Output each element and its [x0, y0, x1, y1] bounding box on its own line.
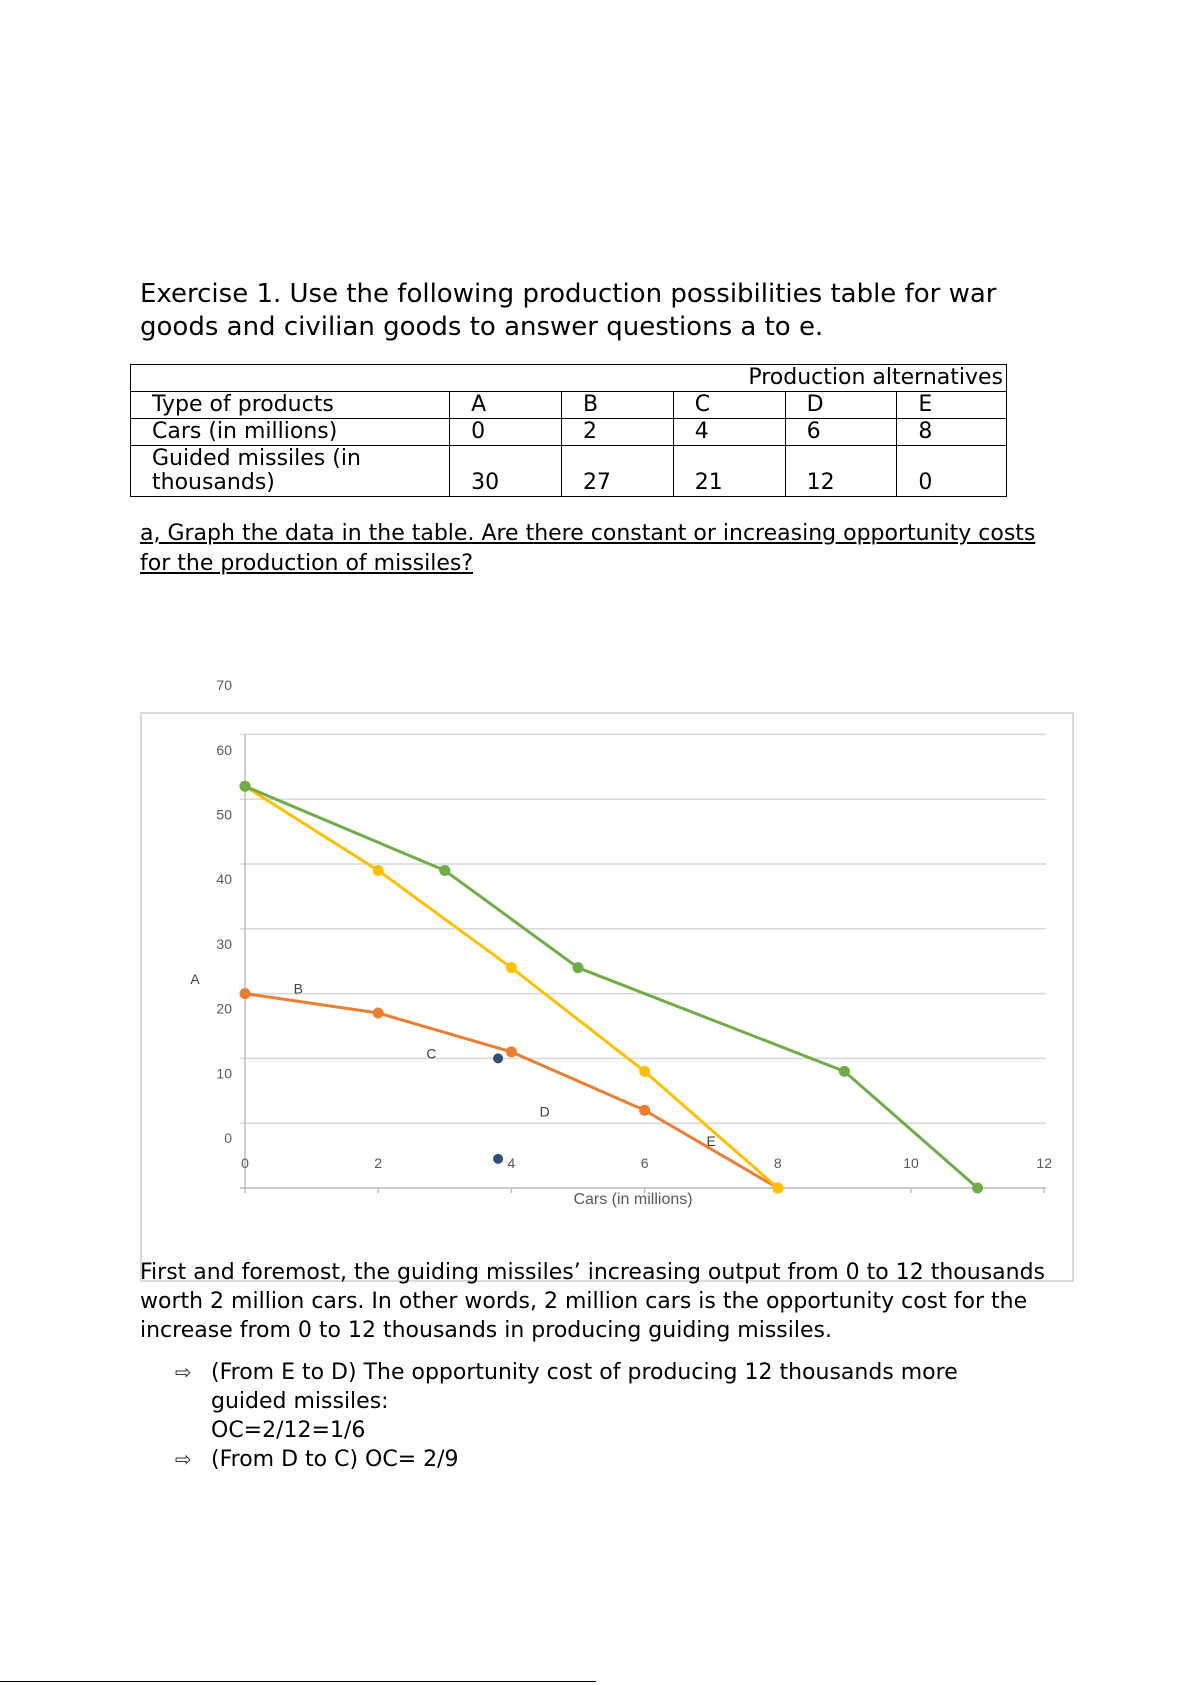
data-point [972, 1183, 983, 1194]
data-point [506, 1046, 517, 1057]
x-tick-label: 0 [241, 1155, 249, 1171]
annotation-label: D [539, 1103, 550, 1120]
table-cell: 6 [785, 419, 897, 446]
data-point [639, 1105, 650, 1116]
footer-rule [0, 1681, 596, 1682]
table-cell: A [450, 392, 562, 419]
exercise-heading: Exercise 1. Use the following production possibilities table for war goods and civilian goods to answer questions a to e. [140, 279, 997, 342]
table-cell: 12 [785, 446, 897, 497]
x-tick-label: 2 [374, 1155, 383, 1171]
x-tick-label: 4 [507, 1155, 516, 1171]
table-cell: 8 [897, 419, 1007, 446]
annotation-label: E [706, 1132, 716, 1149]
data-point [639, 1066, 650, 1077]
table-cell: 27 [561, 446, 673, 497]
data-point [839, 1066, 850, 1077]
opportunity-cost-list [175, 1358, 1075, 1474]
explanation-paragraph: First and foremost, the guiding missiles’ increasing output from 0 to 12 thousands worth 2 million cars. In other words, 2 million cars is the opportunity cost for the increase from 0 to 12 thousands in producing guiding missiles. [140, 1260, 1046, 1343]
table-cell: 21 [673, 446, 785, 497]
annotation-label: C [426, 1045, 437, 1062]
y-tick-label: 20 [216, 1000, 232, 1017]
list-item [175, 1358, 1075, 1445]
data-point [240, 988, 251, 999]
annotation-label: A [190, 970, 200, 987]
data-point [439, 865, 450, 876]
data-point [573, 962, 584, 973]
data-point [373, 865, 384, 876]
x-axis-label: Cars (in millions) [573, 1191, 693, 1208]
row-label: Guided missiles (in thousands) [131, 446, 450, 497]
row-label: Type of products [131, 392, 450, 419]
y-tick-label: 0 [224, 1130, 232, 1146]
bullet-line: guided missiles: [211, 1389, 389, 1414]
data-point [373, 1008, 384, 1019]
series-line-yellow [245, 786, 778, 1188]
data-point [493, 1053, 503, 1063]
data-point [493, 1154, 503, 1164]
table-cell: 2 [561, 419, 673, 446]
x-tick-label: 10 [903, 1155, 919, 1171]
series-line-green [245, 786, 978, 1188]
x-tick-label: 8 [773, 1155, 782, 1171]
table-cell: B [561, 392, 673, 419]
question-a: a, Graph the data in the table. Are there constant or increasing opportunity costs for the production of missiles? [140, 521, 1036, 576]
data-point [240, 781, 251, 792]
y-tick-label: 50 [216, 806, 232, 823]
table-cell: 4 [673, 419, 785, 446]
annotation-label: B [293, 980, 303, 997]
right-arrow-icon: ⇨ [175, 1360, 192, 1384]
table-cell: D [785, 392, 897, 419]
data-point [772, 1183, 783, 1194]
row-label: Cars (in millions) [131, 419, 450, 446]
y-tick-label: 40 [216, 871, 232, 888]
table-cell: E [897, 392, 1007, 419]
right-arrow-icon: ⇨ [175, 1447, 192, 1471]
table-cell: 30 [450, 446, 562, 497]
x-tick-label: 6 [640, 1155, 649, 1171]
bullet-line: (From E to D) The opportunity cost of producing 12 thousands more [211, 1360, 958, 1385]
y-tick-label: 70 [216, 677, 232, 694]
y-tick-label: 30 [216, 935, 232, 952]
table-header-label: Production alternatives [131, 365, 1007, 392]
bullet-line: (From D to C) OC= 2/9 [211, 1447, 459, 1472]
table-cell: 0 [897, 446, 1007, 497]
table-cell: 0 [450, 419, 562, 446]
table-cell: C [673, 392, 785, 419]
list-item [175, 1445, 1075, 1474]
y-tick-label: 10 [216, 1065, 232, 1082]
x-tick-label: 12 [1036, 1155, 1052, 1171]
y-tick-label: 60 [216, 741, 232, 758]
data-point [506, 962, 517, 973]
bullet-line: OC=2/12=1/6 [211, 1418, 366, 1443]
